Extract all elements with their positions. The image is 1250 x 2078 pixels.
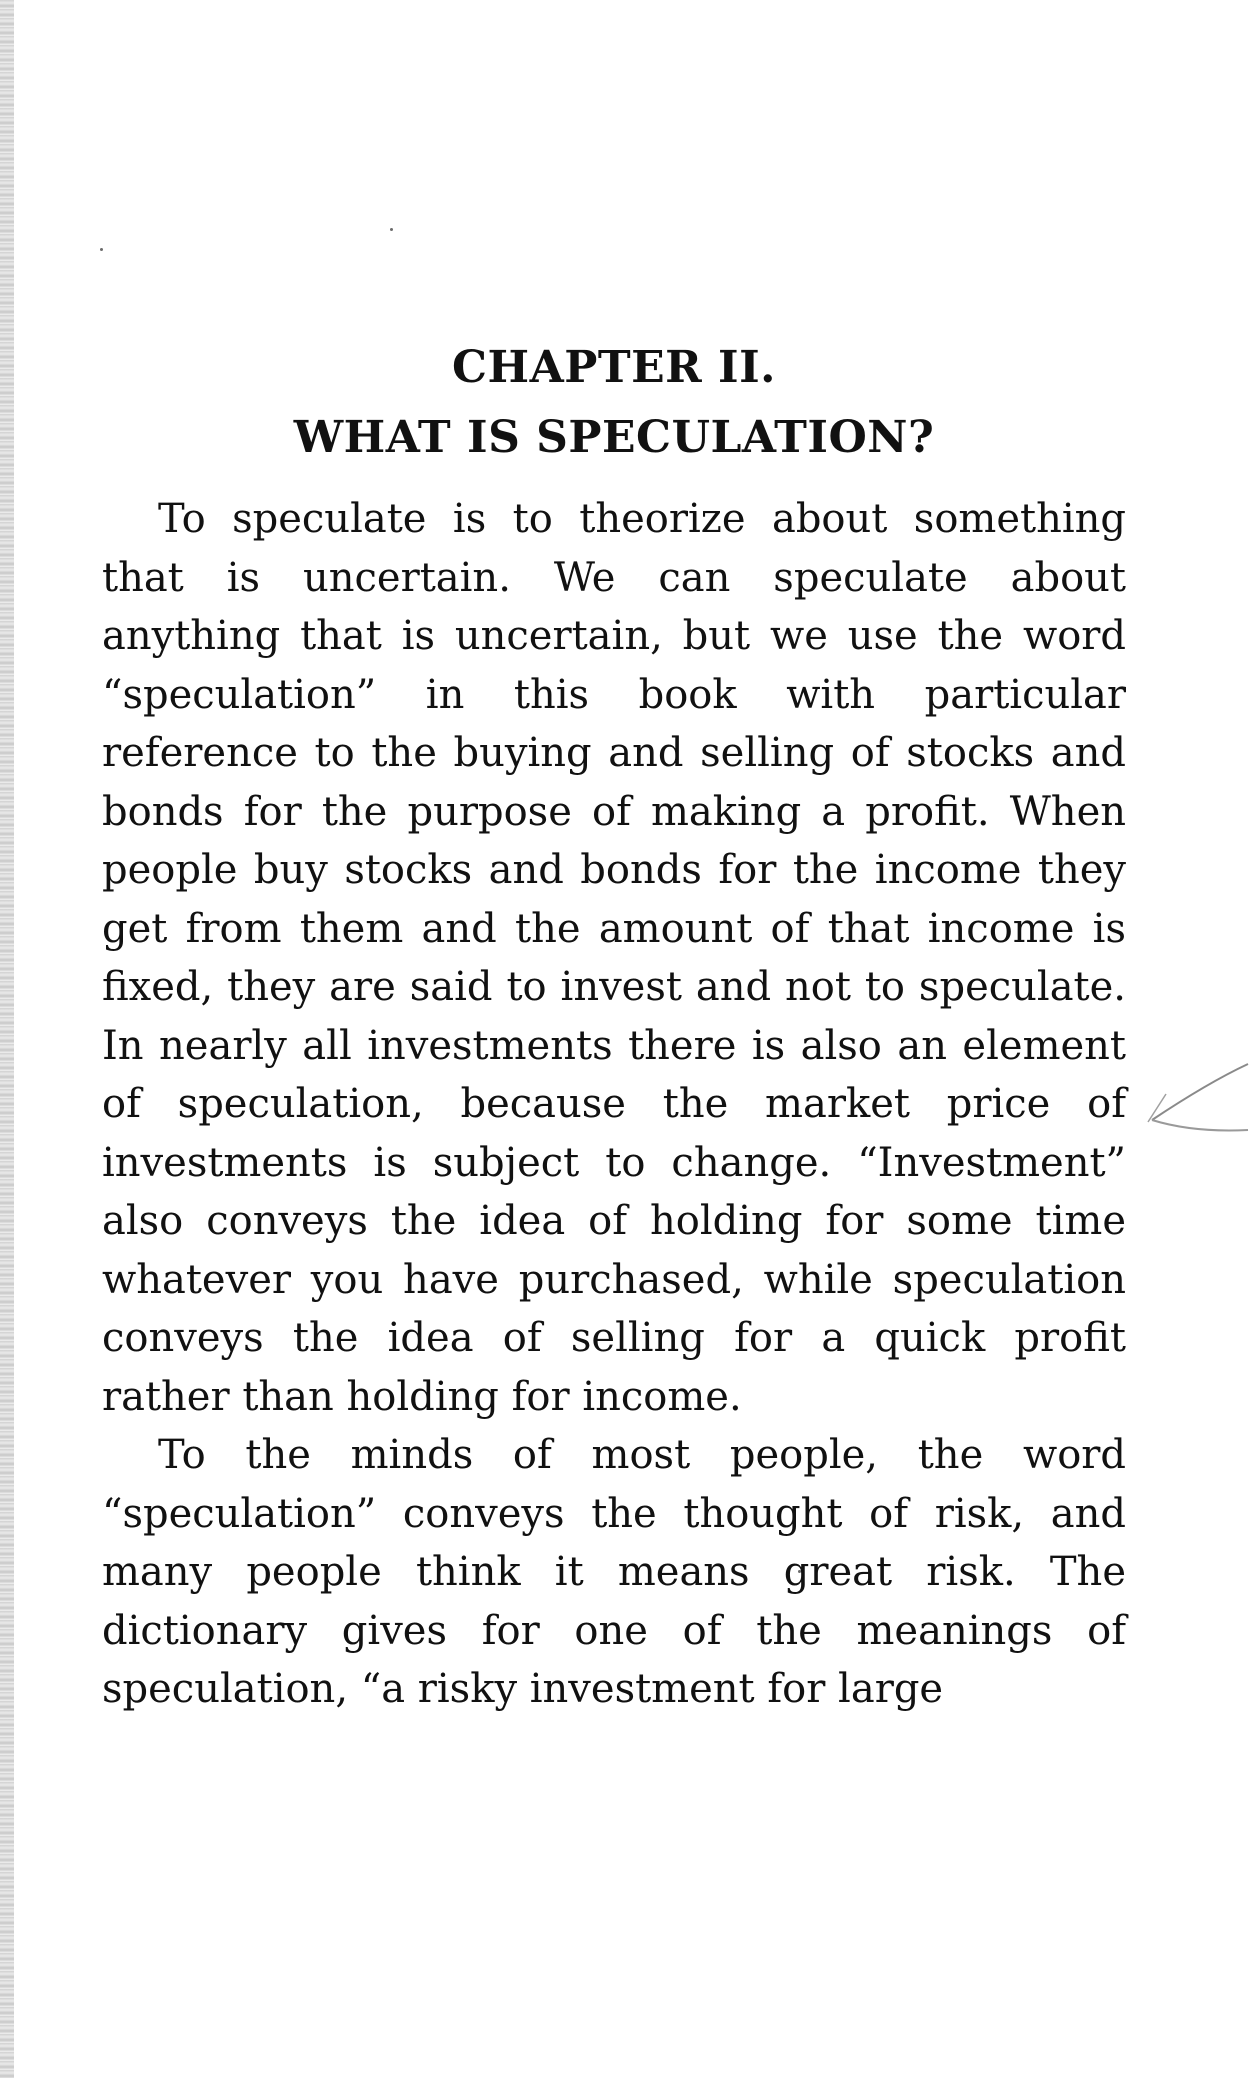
paper-speck	[100, 248, 103, 251]
body-paragraph: To the minds of most people, the word “speculation” conveys the thought of risk, and many people think it means great risk. The dictionary gives for one of the meanings of speculation, “a risky investment for large	[102, 1432, 1126, 1712]
body-paragraph: To speculate is to theorize about something that is uncertain. We can speculate about anything that is uncertain, but we use the word “speculation” in this book with particular reference to the buying and selling of stocks and bonds for the purpose of making a profit. When people buy stocks and bonds for the income they get from them and the amount of that income is fixed, they are said to invest and not to speculate. In nearly all investments there is also an element of speculation, because the market price of investments is subject to change. “Investment” also conveys the idea of holding for some time whatever you have purchased, while speculation conveys the idea of selling for a quick profit rather than holding for income.	[102, 496, 1126, 1420]
book-page	[102, 340, 1126, 1719]
chapter-heading: CHAPTER II.	[452, 342, 776, 393]
pencil-stroke	[1152, 1120, 1248, 1131]
paper-speck	[390, 228, 393, 231]
pencil-check-mark	[1138, 1058, 1250, 1138]
pencil-stroke	[1152, 1064, 1248, 1120]
scan-edge-shadow	[0, 0, 14, 2078]
chapter-title: WHAT IS SPECULATION?	[293, 412, 935, 463]
